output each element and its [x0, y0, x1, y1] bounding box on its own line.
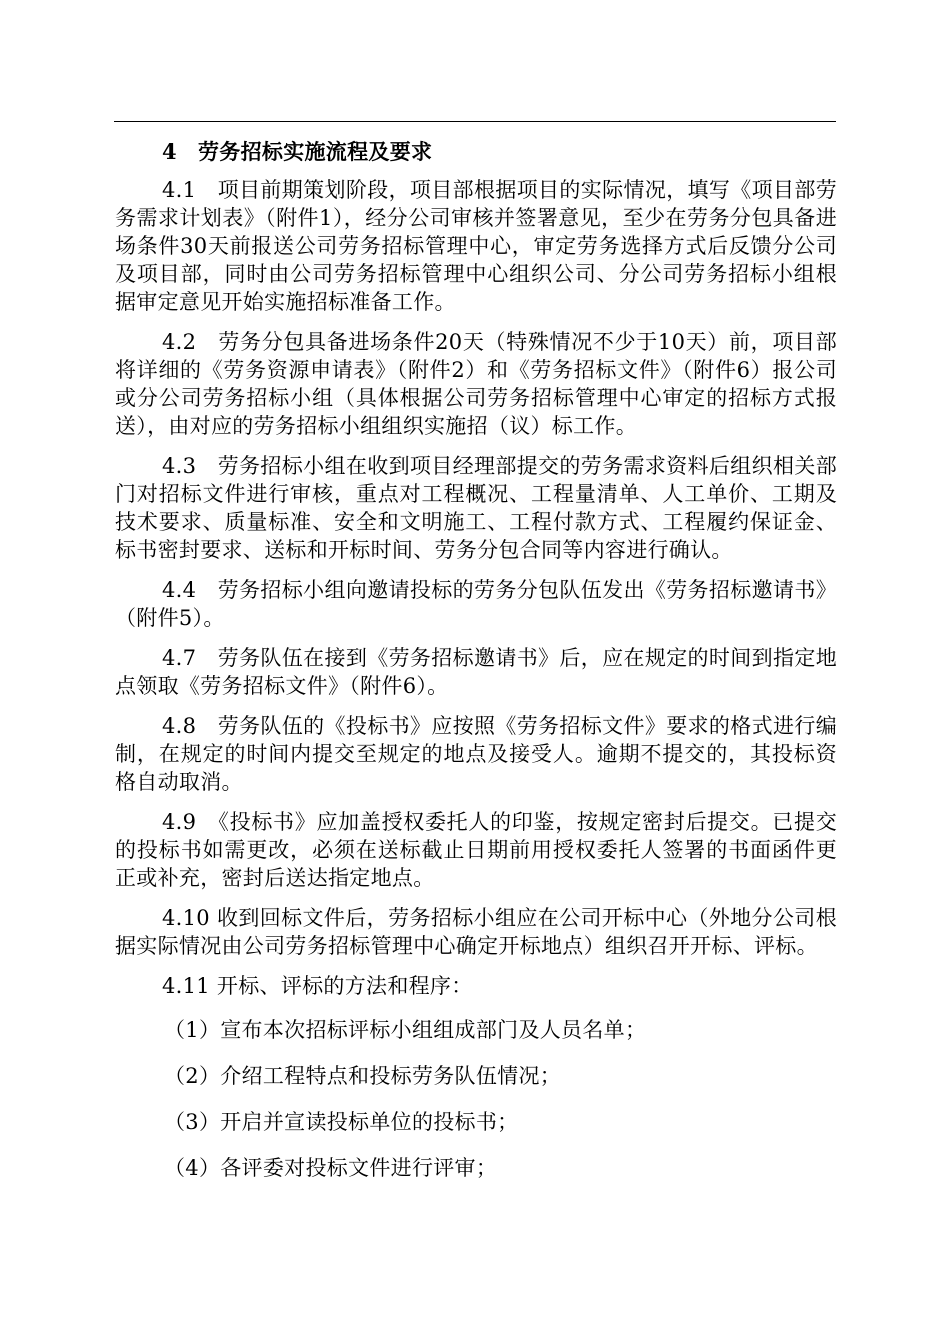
- paragraph-4-4: 4.4 劳务招标小组向邀请投标的劳务分包队伍发出《劳务招标邀请书》（附件5）。: [115, 578, 837, 630]
- paragraph-4-1: 4.1 项目前期策划阶段，项目部根据项目的实际情况，填写《项目部劳务需求计划表》（附件1），经分公司审核并签署意见，至少在劳务分包具备进场条件30天前报送公司劳务招标管理中心，审定劳务选择方式后反馈分公司及项目部，同时由公司劳务招标管理中心组织公司、分公司劳务招标小组根据审定意见开始实施招标准备工作。: [115, 178, 837, 314]
- paragraph-4-7: 4.7 劳务队伍在接到《劳务招标邀请书》后，应在规定的时间到指定地点领取《劳务招标文件》（附件6）。: [115, 646, 837, 698]
- paragraph-4-11: 4.11 开标、评标的方法和程序：: [162, 974, 473, 998]
- list-item: （4）各评委对投标文件进行评审；: [164, 1156, 498, 1180]
- section-number: 4: [162, 139, 177, 164]
- list-item: （3）开启并宣读投标单位的投标书；: [164, 1110, 519, 1134]
- paragraph-4-8: 4.8 劳务队伍的《投标书》应按照《劳务招标文件》要求的格式进行编制，在规定的时间内提交至规定的地点及接受人。逾期不提交的，其投标资格自动取消。: [115, 714, 837, 794]
- section-heading: [115, 138, 837, 166]
- paragraph-4-9: 4.9 《投标书》应加盖授权委托人的印鉴，按规定密封后提交。已提交的投标书如需更改，必须在送标截止日期前用授权委托人签署的书面函件更正或补充，密封后送达指定地点。: [115, 810, 837, 890]
- paragraph-4-2: 4.2 劳务分包具备进场条件20天（特殊情况不少于10天）前，项目部将详细的《劳务资源申请表》（附件2）和《劳务招标文件》（附件6）报公司或分公司劳务招标小组（具体根据公司劳务招标管理中心审定的招标方式报送），由对应的劳务招标小组组织实施招（议）标工作。: [115, 330, 837, 438]
- section-title: 劳务招标实施流程及要求: [198, 139, 433, 164]
- list-item: （2）介绍工程特点和投标劳务队伍情况；: [164, 1064, 562, 1088]
- list-item: （1）宣布本次招标评标小组组成部门及人员名单；: [164, 1018, 647, 1042]
- document-body: [115, 138, 837, 1200]
- paragraph-4-3: 4.3 劳务招标小组在收到项目经理部提交的劳务需求资料后组织相关部门对招标文件进行审核，重点对工程概况、工程量清单、人工单价、工期及技术要求、质量标准、安全和文明施工、工程付款方式、工程履约保证金、标书密封要求、送标和开标时间、劳务分包合同等内容进行确认。: [115, 454, 837, 562]
- header-rule: [114, 121, 836, 122]
- paragraph-4-10: 4.10 收到回标文件后，劳务招标小组应在公司开标中心（外地分公司根据实际情况由公司劳务招标管理中心确定开标地点）组织召开开标、评标。: [115, 906, 837, 958]
